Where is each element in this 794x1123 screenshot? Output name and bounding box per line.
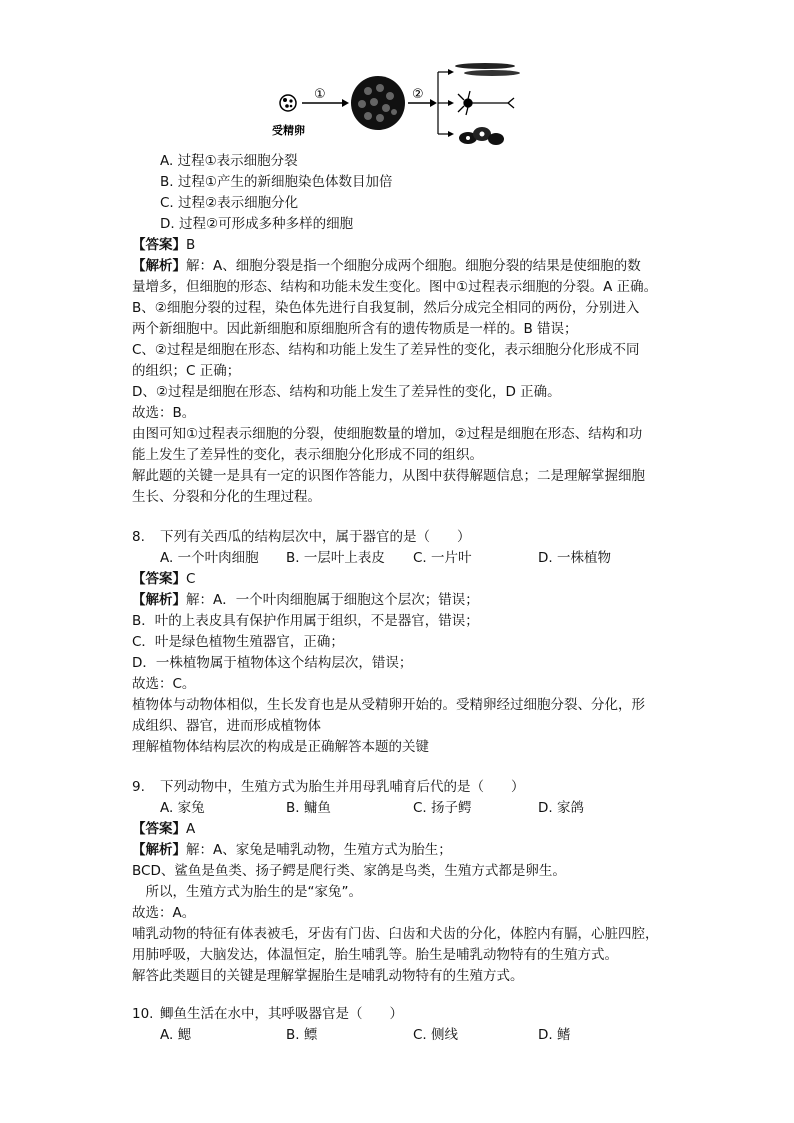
- q8-number: 8.: [132, 529, 145, 545]
- q8-answer: C: [186, 571, 196, 587]
- step2-label: ②: [412, 87, 424, 102]
- q8-stem-row: [132, 527, 471, 548]
- q7-option-a: A. 过程①表示细胞分裂: [160, 153, 298, 169]
- cell-cluster-icon: [351, 76, 405, 130]
- neuron-cell-icon: [458, 91, 514, 115]
- q8-analysis-line: D．一株植物属于植物体这个结构层次，错误；: [132, 655, 413, 671]
- cell-process-diagram: [270, 58, 530, 148]
- q7-option-d: D. 过程②可形成多种多样的细胞: [160, 216, 354, 232]
- q8-analysis-line: 解：A．一个叶肉细胞属于细胞这个层次；错误；: [186, 592, 479, 608]
- q9-number: 9.: [132, 779, 145, 795]
- q8-answer-row: [132, 569, 195, 590]
- q7-analysis-row: [132, 256, 641, 277]
- q8-option-a: A. 一个叶肉细胞: [160, 550, 259, 566]
- q8-analysis-line: C．叶是绿色植物生殖器官，正确；: [132, 634, 344, 650]
- q9-option-a: A. 家兔: [160, 800, 205, 816]
- q7-answer: B: [186, 237, 196, 253]
- q9-option-d: D. 家鸽: [538, 800, 584, 816]
- zygote-icon: [280, 95, 296, 111]
- q8-stem: 下列有关西瓜的结构层次中，属于器官的是（ ）: [160, 529, 471, 545]
- q7-analysis-line: 生长、分裂和分化的生理过程。: [132, 489, 321, 505]
- analysis-tag: 【解析】: [132, 258, 186, 274]
- q9-analysis-row: [132, 840, 452, 861]
- answer-tag: 【答案】: [132, 237, 186, 253]
- q7-analysis-line: B、②细胞分裂的过程，染色体先进行自我复制，然后分成完全相同的两份，分别进入: [132, 300, 640, 316]
- q8-analysis-line: 理解植物体结构层次的构成是正确解答本题的关键: [132, 739, 429, 755]
- analysis-tag: 【解析】: [132, 842, 186, 858]
- q8-analysis-line: 成组织、器官，进而形成植物体: [132, 718, 321, 734]
- q8-option-c: C. 一片叶: [413, 550, 472, 566]
- answer-tag: 【答案】: [132, 571, 186, 587]
- answer-tag: 【答案】: [132, 821, 186, 837]
- step1-label: ①: [314, 87, 326, 102]
- q9-analysis-line: 所以，生殖方式为胎生的是“家兔”。: [132, 884, 362, 900]
- q8-option-d: D. 一株植物: [538, 550, 611, 566]
- q10-stem: 鲫鱼生活在水中，其呼吸器官是（ ）: [160, 1006, 403, 1022]
- muscle-cell-icon: [455, 63, 520, 76]
- q7-analysis-line: 解：A、细胞分裂是指一个细胞分成两个细胞。细胞分裂的结果是使细胞的数: [186, 258, 641, 274]
- q7-analysis-line: 解此题的关键一是具有一定的识图作答能力，从图中获得解题信息；二是理解掌握细胞: [132, 468, 645, 484]
- q8-analysis-line: B．叶的上表皮具有保护作用属于组织，不是器官，错误；: [132, 613, 479, 629]
- q10-number: 10.: [132, 1006, 154, 1022]
- q8-analysis-line: 故选：C。: [132, 676, 196, 692]
- q9-analysis-line: 哺乳动物的特征有体表被毛，牙齿有门齿、臼齿和犬齿的分化，体腔内有膈，心脏四腔，: [132, 926, 659, 942]
- q9-option-c: C. 扬子鳄: [413, 800, 472, 816]
- q9-option-b: B. 鳙鱼: [286, 800, 331, 816]
- q9-analysis-line: 解答此类题目的关键是理解掌握胎生是哺乳动物特有的生殖方式。: [132, 968, 524, 984]
- q9-analysis-line: 故选：A。: [132, 905, 196, 921]
- q7-analysis-line: 能上发生了差异性的变化，表示细胞分化形成不同的组织。: [132, 447, 483, 463]
- q7-analysis-line: 由图可知①过程表示细胞的分裂，使细胞数量的增加，②过程是细胞在形态、结构和功: [132, 426, 643, 442]
- q10-option-c: C. 侧线: [413, 1027, 459, 1043]
- q9-answer: A: [186, 821, 196, 837]
- q9-stem: 下列动物中，生殖方式为胎生并用母乳哺育后代的是（ ）: [160, 779, 525, 795]
- q9-answer-row: [132, 819, 195, 840]
- q10-option-a: A. 鳃: [160, 1027, 192, 1043]
- q8-option-b: B. 一层叶上表皮: [286, 550, 385, 566]
- q8-analysis-line: 植物体与动物体相似，生长发育也是从受精卵开始的。受精卵经过细胞分裂、分化，形: [132, 697, 645, 713]
- q7-analysis-line: 两个新细胞中。因此新细胞和原细胞所含有的遗传物质是一样的。B 错误；: [132, 321, 578, 337]
- q10-option-b: B. 鳔: [286, 1027, 318, 1043]
- q9-analysis-line: BCD、鲨鱼是鱼类、扬子鳄是爬行类、家鸽是鸟类，生殖方式都是卵生。: [132, 863, 566, 879]
- q7-answer-row: [132, 235, 195, 256]
- q9-analysis-line: 用肺呼吸，大脑发达，体温恒定，胎生哺乳等。胎生是哺乳动物特有的生殖方式。: [132, 947, 618, 963]
- cell-division-figure: [270, 58, 530, 148]
- q7-analysis-line: 故选：B。: [132, 405, 196, 421]
- q7-analysis-line: C、②过程是细胞在形态、结构和功能上发生了差异性的变化，表示细胞分化形成不同: [132, 342, 640, 358]
- q10-stem-row: [132, 1004, 403, 1025]
- analysis-tag: 【解析】: [132, 592, 186, 608]
- q7-analysis-line: D、②过程是细胞在形态、结构和功能上发生了差异性的变化，D 正确。: [132, 384, 561, 400]
- q9-analysis-line: 解：A、家兔是哺乳动物，生殖方式为胎生；: [186, 842, 452, 858]
- q7-analysis-line: 的组织；C 正确；: [132, 363, 241, 379]
- q8-analysis-row: [132, 590, 479, 611]
- q9-stem-row: [132, 777, 525, 798]
- zygote-label: 受精卵: [272, 124, 305, 137]
- q7-analysis-line: 量增多，但细胞的形态、结构和功能未发生变化。图中①过程表示细胞的分裂。A 正确。: [132, 279, 658, 295]
- tissue-cell-icon: [459, 127, 504, 145]
- q7-option-b: B. 过程①产生的新细胞染色体数目加倍: [160, 174, 393, 190]
- q7-option-c: C. 过程②表示细胞分化: [160, 195, 299, 211]
- q10-option-d: D. 鳍: [538, 1027, 571, 1043]
